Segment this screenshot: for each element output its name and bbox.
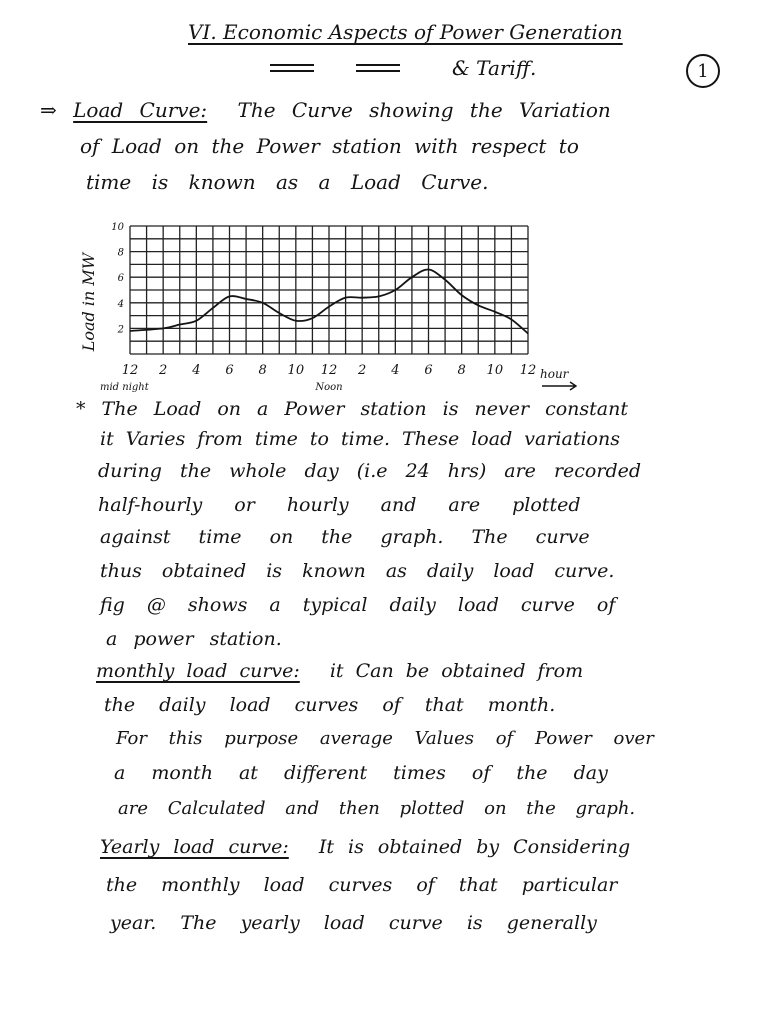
yearly-line2: the monthly load curves of that particular	[106, 874, 618, 896]
x-axis-label: hour	[540, 367, 569, 381]
load-curve-line1	[40, 100, 611, 120]
x-annotation-label: mid night	[100, 382, 149, 393]
title-dash-2	[270, 70, 314, 72]
title-dash-1	[270, 64, 314, 66]
load-curve-text1: The Curve showing the Variation	[237, 98, 611, 122]
notes-line7: fig @ shows a typical daily load curve of	[100, 594, 616, 616]
yearly-text1: It is obtained by Considering	[318, 836, 631, 858]
y-tick-label: 10	[111, 222, 124, 233]
y-tick-label: 6	[117, 273, 124, 285]
y-tick-label: 2	[117, 324, 124, 336]
x-tick-label: 2	[159, 363, 168, 378]
x-tick-label: 10	[287, 363, 305, 378]
x-tick-label: 8	[258, 363, 267, 378]
title-dash-4	[356, 70, 400, 72]
daily-load-curve-chart	[0, 208, 768, 408]
x-tick-label: 4	[391, 363, 400, 378]
page-number-circle	[686, 54, 720, 88]
notes-line2: it Varies from time to time. These load variations	[100, 428, 620, 450]
yearly-line3: year. The yearly load curve is generally	[110, 912, 597, 934]
yearly-line1	[100, 838, 630, 857]
notes-line6: thus obtained is known as daily load curve.	[100, 560, 615, 582]
notes-line1	[76, 400, 628, 419]
x-tick-label: 10	[486, 363, 504, 378]
load-curve-line2: of Load on the Power station with respect to	[80, 134, 579, 158]
y-tick-label: 4	[117, 298, 124, 310]
x-tick-label: 6	[225, 363, 234, 378]
yearly-term: Yearly load curve:	[100, 836, 289, 858]
monthly-line5: are Calculated and then plotted on the graph.	[118, 798, 636, 819]
chapter-title-line1: VI. Economic Aspects of Power Generation	[188, 20, 623, 44]
monthly-line1	[96, 662, 583, 681]
monthly-line2: the daily load curves of that month.	[104, 694, 556, 716]
load-curve-line3: time is known as a Load Curve.	[86, 170, 489, 194]
page-number: 1	[697, 60, 709, 82]
notes-line3: during the whole day (i.e 24 hrs) are recorded	[98, 460, 642, 482]
monthly-text1: it Can be obtained from	[329, 660, 584, 682]
x-tick-label: 12	[121, 363, 139, 378]
y-axis-label: Load in MW	[79, 252, 98, 352]
chapter-title-line2: & Tariff.	[452, 56, 537, 80]
arrow-icon: ⇒	[40, 98, 57, 122]
title-dash-3	[356, 64, 400, 66]
y-tick-label: 8	[117, 247, 124, 259]
x-tick-label: 2	[358, 363, 367, 378]
monthly-line4: a month at different times of the day	[114, 762, 608, 784]
notes-text1: The Load on a Power station is never constant	[101, 398, 628, 420]
x-tick-label: 12	[519, 363, 537, 378]
x-tick-label: 4	[192, 363, 201, 378]
x-tick-label: 12	[320, 363, 338, 378]
monthly-term: monthly load curve:	[96, 660, 300, 682]
x-tick-label: 6	[424, 363, 433, 378]
notes-line5: against time on the graph. The curve	[100, 526, 590, 548]
x-annotation-label: Noon	[315, 382, 343, 393]
x-axis-arrow-icon	[542, 382, 576, 390]
notes-line8: a power station.	[106, 628, 282, 650]
x-tick-label: 8	[457, 363, 466, 378]
monthly-line3: For this purpose average Values of Power over	[116, 728, 654, 749]
notes-line4: half-hourly or hourly and are plotted	[98, 494, 581, 516]
page-title	[188, 22, 623, 42]
load-curve-term: Load Curve:	[73, 98, 208, 122]
bullet-star: *	[76, 398, 86, 420]
